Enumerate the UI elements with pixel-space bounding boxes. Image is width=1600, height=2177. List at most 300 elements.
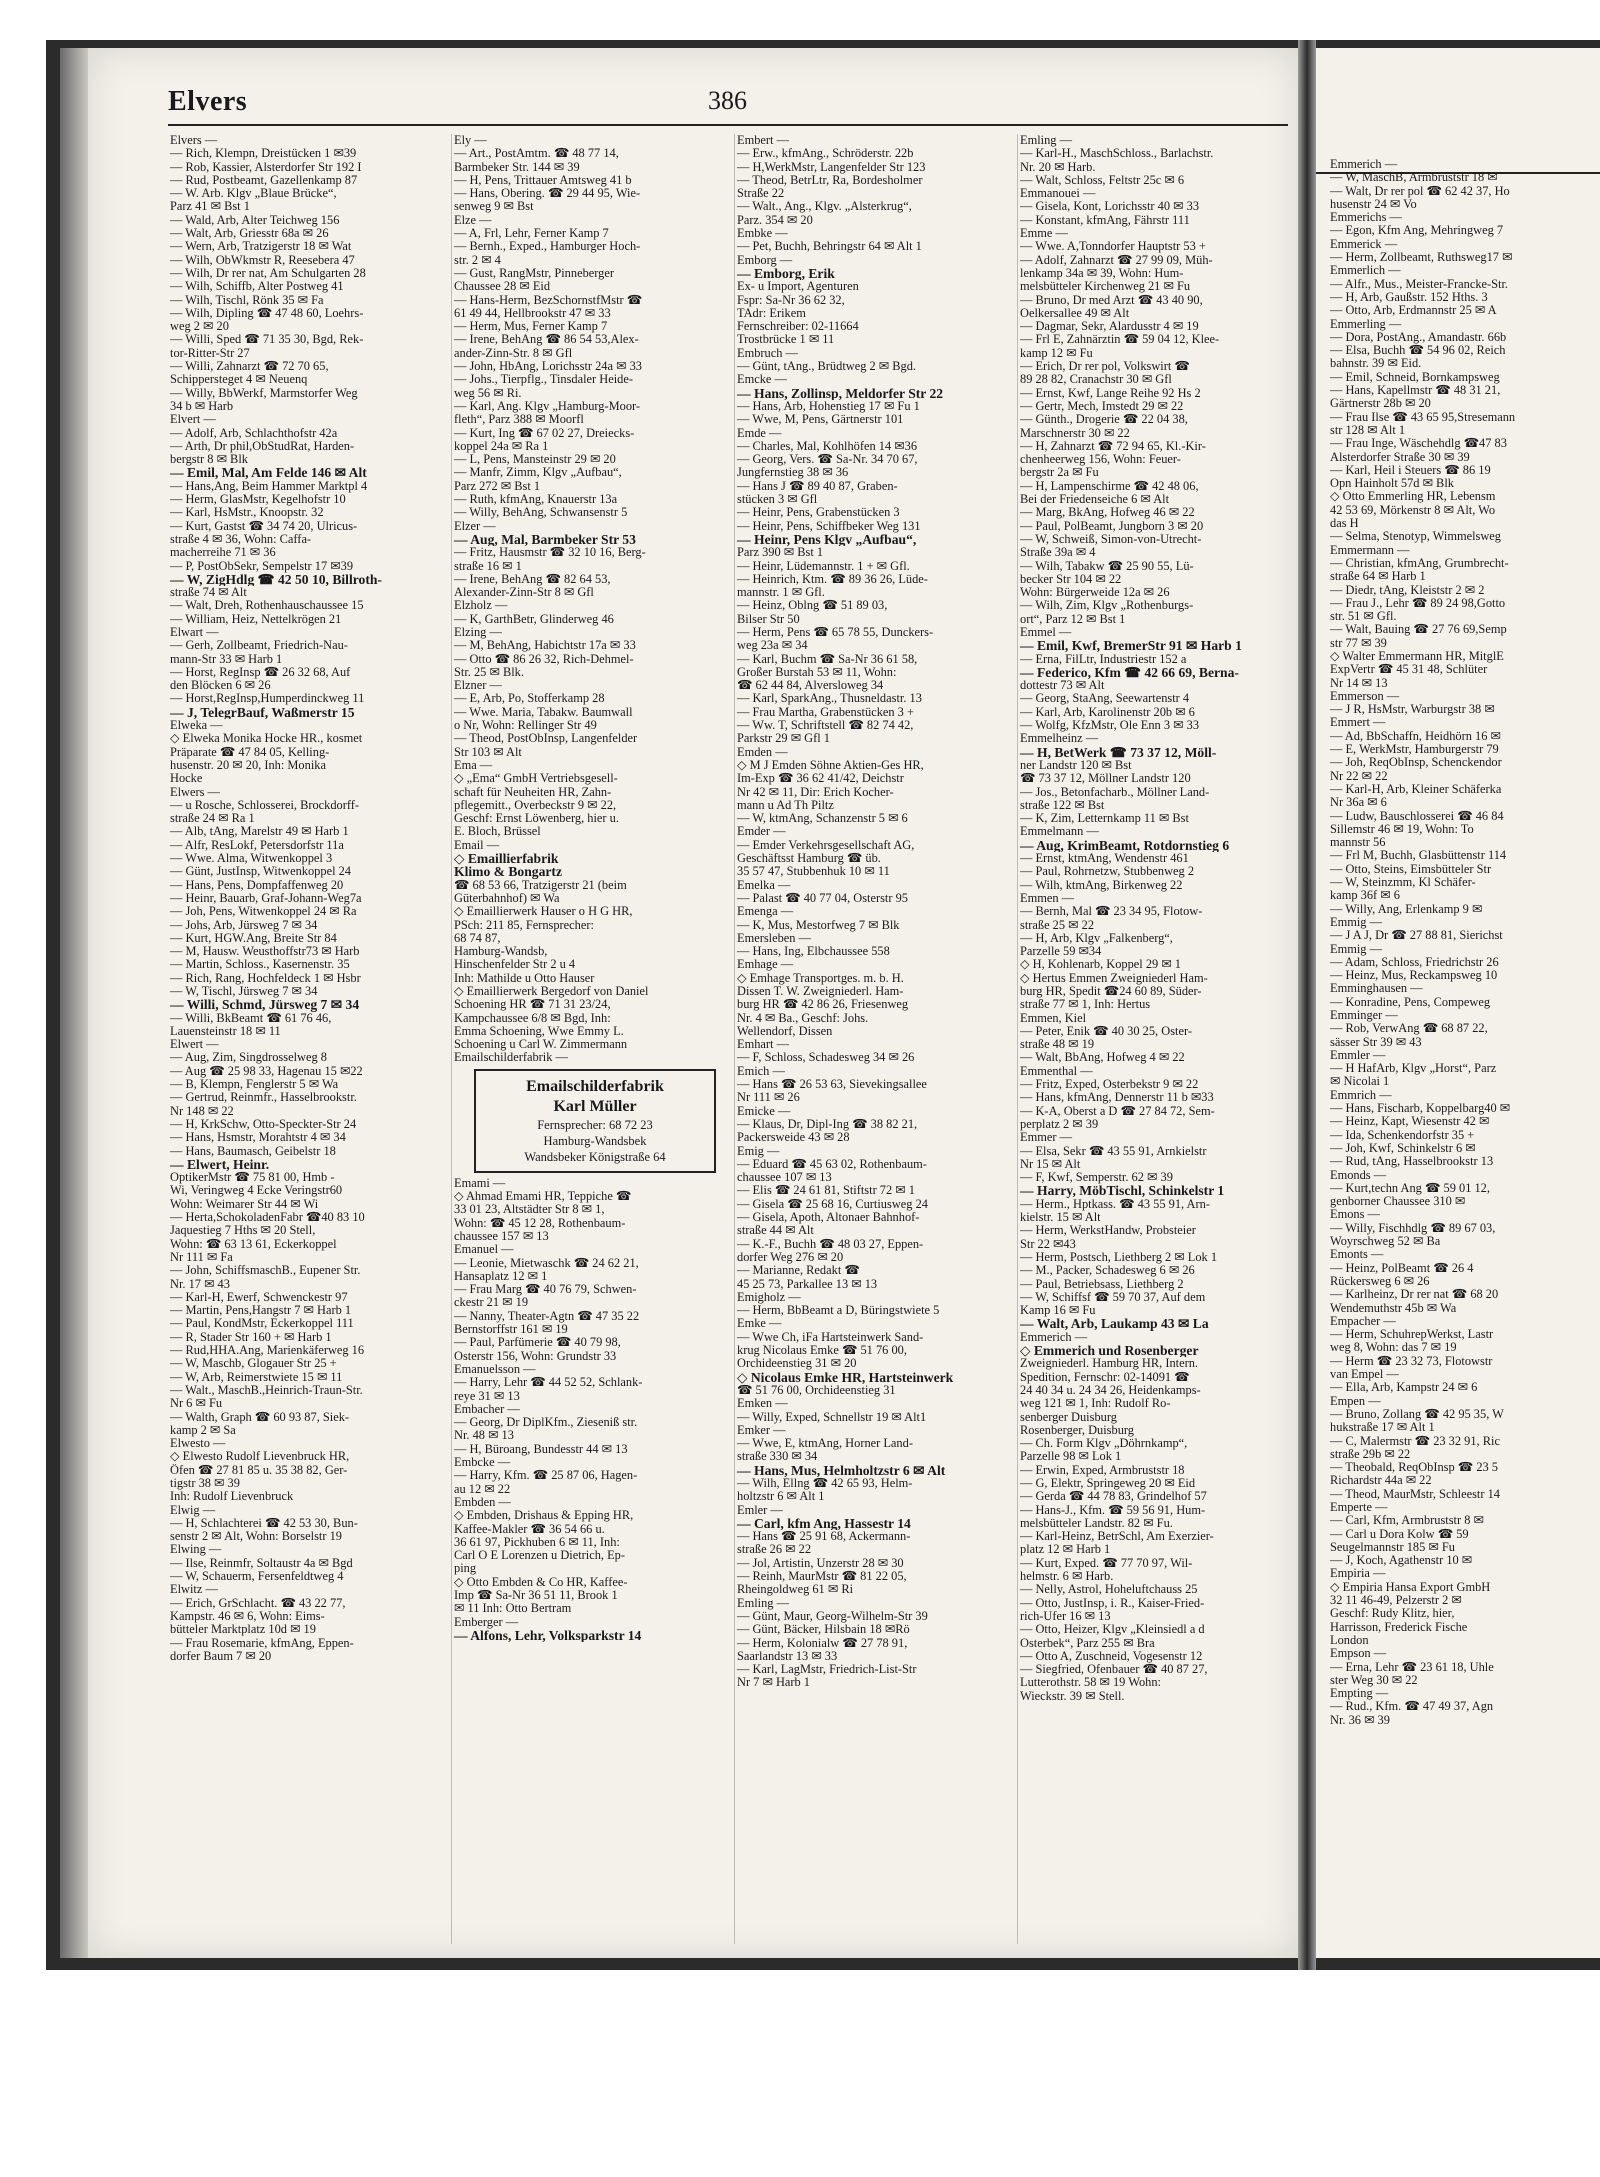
directory-entry: — Günth., Drogerie ☎ 22 04 38, (1020, 413, 1188, 427)
directory-entry: — W, ZigHdlg ☎ 42 50 10, Billroth- (170, 572, 382, 587)
directory-entry: lenkamp 34a ✉ 39, Wohn: Hum- (1020, 266, 1184, 280)
directory-entry: — Herm, Pens ☎ 65 78 55, Dunckers- (737, 625, 934, 639)
directory-entry: Emmen, Kiel (1020, 1011, 1087, 1025)
advertisement-line: Wandsbeker Königstraße 64 (524, 1149, 666, 1164)
surname-heading: Emmerson — (1330, 689, 1400, 703)
directory-entry: — L, Pens, Mansteinstr 29 ✉ 20 (454, 453, 616, 467)
directory-entry: — Gerh, Zollbeamt, Friedrich-Nau- (170, 639, 348, 653)
directory-entry: — Theod, MaurMstr, Schleestr 14 (1330, 1487, 1500, 1501)
directory-entry: ◇ Otto Embden & Co HR, Kaffee- (454, 1575, 628, 1589)
surname-heading: Elvers — (170, 134, 218, 147)
surname-heading: Empen — (1330, 1394, 1381, 1408)
directory-entry: — Marg, BkAng, Hofweg 46 ✉ 22 (1020, 506, 1195, 520)
directory-entry: — Gertrud, Reinmfr., Hasselbrookstr. (170, 1091, 357, 1105)
directory-entry: — Gisela, Kont, Lorichsstr 40 ✉ 33 (1020, 200, 1200, 214)
directory-entry: — Ww. T, Schriftstell ☎ 82 74 42, (737, 719, 914, 733)
surname-heading: Emme — (1020, 227, 1068, 241)
directory-entry: Im-Exp ☎ 36 62 41/42, Deichstr (737, 772, 904, 786)
directory-entry: — W. Arb. Klgv „Blaue Brücke“, (170, 187, 337, 201)
directory-entry: 32 11 46-49, Pelzerstr 2 ✉ (1330, 1594, 1462, 1608)
book-gutter (1298, 40, 1316, 1970)
surname-heading: Elze — (454, 213, 492, 227)
directory-entry: — Gisela ☎ 25 68 16, Curtiusweg 24 (737, 1197, 928, 1211)
directory-entry: — Theod, BetrLtr, Ra, Bordesholmer (737, 173, 923, 187)
advertisement-line: Karl Müller (553, 1097, 637, 1115)
directory-entry: — Ida, Schenkendorfstr 35 + (1330, 1128, 1475, 1142)
directory-entry: — E, Arb, Po, Stofferkamp 28 (454, 692, 605, 706)
surname-heading: Emken — (737, 1397, 788, 1411)
directory-entry: — Dora, PostAng., Amandastr. 66b (1330, 330, 1507, 344)
directory-entry: Nr 15 ✉ Alt (1020, 1157, 1081, 1171)
directory-entry: — Georg, StaAng, Seewartenstr 4 (1020, 692, 1190, 706)
directory-entry: — H HafArb, Klgv „Horst“, Parz (1330, 1062, 1497, 1076)
surname-heading: Emborg — (737, 253, 793, 267)
directory-entry: Orchideenstieg 31 ✉ 20 (737, 1357, 857, 1371)
directory-entry: ExpVertr ☎ 45 31 48, Schlüter (1330, 663, 1488, 677)
directory-entry: Nr 111 ✉ 26 (737, 1091, 800, 1105)
directory-entry: dorfer Weg 276 ✉ 20 (737, 1250, 844, 1264)
directory-entry: straße 48 ✉ 19 (1020, 1038, 1095, 1052)
directory-entry: — Walt, Arb, Griesstr 68a ✉ 26 (170, 227, 329, 241)
directory-entry: ping (454, 1562, 477, 1576)
directory-entry: Hansaplatz 12 ✉ 1 (454, 1269, 548, 1283)
directory-entry: — Joh, ReqObInsp, Schenckendor (1330, 756, 1502, 770)
surname-heading: Empting — (1330, 1687, 1389, 1701)
directory-entry: — Erich, GrSchlacht. ☎ 43 22 77, (170, 1596, 346, 1610)
directory-entry: — Herm, Postsch, Liethberg 2 ✉ Lok 1 (1020, 1250, 1218, 1264)
directory-entry: ◇ Empiria Hansa Export GmbH (1330, 1580, 1491, 1594)
directory-entry: kamp 36f ✉ 6 (1330, 889, 1400, 903)
directory-entry: Nr 6 ✉ Fu (170, 1397, 223, 1411)
directory-entry: — Bernh., Exped., Hamburger Hoch- (454, 240, 641, 254)
directory-entry: Rheingoldweg 61 ✉ Ri (737, 1583, 854, 1597)
directory-entry: — Wilh, Ellng ☎ 42 65 93, Helm- (737, 1476, 913, 1490)
directory-entry: Str. 25 ✉ Blk. (454, 665, 524, 679)
directory-entry: Bernstorffstr 161 ✉ 19 (454, 1323, 568, 1337)
directory-entry: — Gust, RangMstr, Pinneberger (454, 266, 614, 280)
directory-entry: tigstr 38 ✉ 39 (170, 1476, 240, 1490)
directory-entry: — Erna, FilLtr, Industriestr 152 a (1020, 652, 1187, 666)
directory-entry: — F, Schloss, Schadesweg 34 ✉ 26 (737, 1051, 915, 1065)
directory-entry: — Paul, KondMstr, Eckerkoppel 111 (170, 1317, 354, 1331)
surname-heading: Emmert — (1330, 716, 1386, 730)
directory-entry: — Karl, Ang. Klgv „Hamburg-Moor- (454, 399, 641, 413)
directory-entry: Packersweide 43 ✉ 28 (737, 1131, 850, 1145)
directory-entry: — Hans, Pens, Dompfaffenweg 20 (170, 878, 344, 892)
directory-entry: — Emil, Kwf, BremerStr 91 ✉ Harb 1 (1020, 639, 1242, 653)
directory-entry: — Horst,RegInsp,Humperdinckweg 11 (170, 692, 365, 706)
directory-entry: husenstr 24 ✉ Vo (1330, 197, 1417, 211)
directory-entry: Straße 22 (737, 187, 785, 201)
directory-entry: Trostbrücke 1 ✉ 11 (737, 333, 835, 347)
directory-entry: — W, Schweiß, Simon-von-Utrecht- (1020, 532, 1202, 546)
directory-entry: — Art., PostAmtm. ☎ 48 77 14, (454, 147, 619, 161)
directory-entry: — Herm, GlasMstr, Kegelhofstr 10 (170, 493, 346, 507)
directory-entry: — Günt, Bäcker, Hilsbain 18 ✉Rö (737, 1623, 910, 1637)
directory-entry: — Willi, Sped ☎ 71 35 30, Bgd, Rek- (170, 333, 364, 347)
directory-entry: — H, KrkSchw, Otto-Speckter-Str 24 (170, 1117, 357, 1131)
directory-entry: — H, Schlachterei ☎ 42 53 30, Bun- (170, 1516, 358, 1530)
directory-entry: Kamp 16 ✉ Fu (1020, 1304, 1096, 1318)
directory-entry: — Emil, Schneid, Bornkampsweg (1330, 370, 1500, 384)
directory-entry: — H, Zahnarzt ☎ 72 94 65, Kl.-Kir- (1020, 439, 1206, 453)
directory-entry: Präparate ☎ 47 84 05, Kelling- (170, 745, 330, 759)
directory-entry: — Heinz, Oblng ☎ 51 89 03, (737, 599, 888, 613)
directory-entry: ◇ Emaillierwerk Hauser o H G HR, (454, 905, 633, 919)
directory-entry: kamp 2 ✉ Sa (170, 1423, 236, 1437)
directory-entry: — Otto, Steins, Eimsbütteler Str (1330, 862, 1492, 876)
directory-entry: — Bruno, Zollang ☎ 42 95 35, W (1330, 1407, 1504, 1421)
directory-entry: — P, PostObSekr, Sempelstr 17 ✉39 (170, 559, 354, 573)
directory-entry: — Walt, BbAng, Hofweg 4 ✉ 22 (1020, 1051, 1185, 1065)
column-1 (168, 134, 440, 1944)
directory-entry: — Karl, Arb, Karolinenstr 20b ✉ 6 (1020, 705, 1195, 719)
directory-entry: holtzstr 6 ✉ Alt 1 (737, 1490, 825, 1504)
directory-entry: — Herm ☎ 23 32 73, Flotowstr (1330, 1354, 1493, 1368)
directory-entry: ◇ Otto Emmerling HR, Lebensm (1330, 490, 1496, 504)
directory-entry: Wohn: ☎ 63 13 61, Eckerkoppel (170, 1237, 337, 1251)
directory-entry: weg 8, Wohn: das 7 ✉ 19 (1330, 1341, 1457, 1355)
directory-entry: — W, Arb, Reimerstwiete 15 ✉ 11 (170, 1370, 343, 1384)
surname-heading: Emmerich — (1020, 1330, 1088, 1344)
directory-entry: — Rud,HHA.Ang, Marienkäferweg 16 (170, 1344, 365, 1358)
directory-entry: — Gisela, Apoth, Altonaer Bahnhof- (737, 1211, 920, 1225)
directory-entry: weg 2 ✉ 20 (170, 320, 229, 334)
directory-entry: — W, Steinzmm, Kl Schäfer- (1330, 876, 1476, 890)
directory-entry: ☎ 62 44 84, Alversloweg 34 (737, 679, 884, 693)
directory-entry: 42 53 69, Mörkenstr 8 ✉ Alt, Wo (1330, 503, 1496, 517)
directory-entry: 35 57 47, Stubbenhuk 10 ✉ 11 (737, 865, 890, 879)
directory-entry: — M, Hausw. Weusthoffstr73 ✉ Harb (170, 945, 360, 959)
directory-entry: — Karl-H., MaschSchloss., Barlachstr. (1020, 147, 1214, 161)
directory-entry: — Ad, BbSchaffn, Heidhörn 16 ✉ (1330, 729, 1501, 743)
directory-entry: straße 77 ✉ 1, Inh: Hertus (1020, 998, 1151, 1012)
directory-entry: — Hans, Fischarb, Koppelbarg40 ✉ (1330, 1102, 1511, 1116)
directory-entry: — Erna, Lehr ☎ 23 61 18, Uhle (1330, 1660, 1494, 1674)
surname-heading: Emenga — (737, 905, 794, 919)
directory-entry: ◇ M J Emden Söhne Aktien-Ges HR, (737, 758, 924, 772)
directory-entry: mann-Str 33 ✉ Harb 1 (170, 652, 283, 666)
directory-entry: — Karl, HsMstr., Knoopstr. 32 (170, 506, 324, 520)
surname-heading: Elweka — (170, 719, 223, 733)
directory-entry: ◇ Nicolaus Emke HR, Hartsteinwerk (737, 1370, 954, 1384)
surname-heading: Emminger — (1330, 1009, 1398, 1022)
directory-entry: — Emil, Mal, Am Felde 146 ✉ Alt (170, 466, 367, 480)
directory-entry: — Bernh, Mal ☎ 23 34 95, Flotow- (1020, 905, 1203, 919)
directory-entry: — Carl, kfm Ang, Hassestr 14 (737, 1516, 911, 1531)
directory-entry: Fspr: Sa-Nr 36 62 32, (737, 293, 845, 307)
surname-heading: Emde — (737, 426, 782, 440)
directory-entry: — Pet, Buchh, Behringstr 64 ✉ Alt 1 (737, 240, 922, 254)
directory-entry: — Heinz, Kapt, Wiesenstr 42 ✉ (1330, 1115, 1490, 1129)
directory-entry: Geschf: Ernst Löwenberg, hier u. (454, 812, 619, 826)
directory-entry: — K, GarthBetr, Glinderweg 46 (454, 612, 614, 626)
directory-entry: — Rich, Rang, Hochfeldeck 1 ✉ Hsbr (170, 971, 361, 985)
directory-entry: — Wwe Ch, iFa Hartsteinwerk Sand- (737, 1330, 924, 1344)
directory-entry: straße 330 ✉ 34 (737, 1450, 818, 1464)
directory-entry: — Willy, Fischhdlg ☎ 89 67 03, (1330, 1221, 1496, 1235)
directory-entry: Carl O E Lorenzen u Dietrich, Ep- (454, 1549, 625, 1563)
directory-entry: — Paul, Parfümerie ☎ 40 79 98, (454, 1336, 621, 1350)
directory-entry: — J A J, Dr ☎ 27 88 81, Sierichst (1330, 929, 1503, 943)
directory-entry: ✉ 11 Inh: Otto Bertram (454, 1602, 572, 1616)
directory-entry: o Nr, Wohn: Rellinger Str 49 (454, 719, 597, 733)
surname-heading: Empacher — (1330, 1314, 1396, 1328)
surname-heading: Ely — (454, 134, 487, 147)
directory-entry: Schoening HR ☎ 71 31 23/24, (454, 998, 611, 1012)
directory-entry: Inh: Mathilde u Otto Hauser (454, 971, 595, 985)
directory-entry: — Wwe. Alma, Witwenkoppel 3 (170, 852, 333, 866)
directory-entry: Geschäftsst Hamburg ☎ üb. (737, 852, 881, 866)
directory-entry: — Rud, Postbeamt, Gazellenkamp 87 (170, 173, 358, 187)
directory-entry: Hinschenfelder Str 2 u 4 (454, 958, 576, 972)
directory-entry: Straße 39a ✉ 4 (1020, 546, 1096, 560)
directory-entry: — Wwe, M, Pens, Gärtnerstr 101 (737, 413, 904, 427)
directory-entry: — Wilh, Schiffb, Alter Postweg 41 (170, 280, 344, 294)
directory-entry: ster Weg 30 ✉ 22 (1330, 1673, 1418, 1687)
directory-entry: — Willi, Schmd, Jürsweg 7 ✉ 34 (170, 998, 360, 1012)
directory-entry: — Manfr, Zimm, Klgv „Aufbau“, (454, 466, 622, 480)
directory-entry: — William, Heiz, Nettelkrögen 21 (170, 612, 342, 626)
directory-entry: — Ilse, Reinmfr, Soltaustr 4a ✉ Bgd (170, 1556, 353, 1570)
surname-heading: Emigholz — (737, 1290, 801, 1304)
directory-entry: Öfen ☎ 27 81 85 u. 35 38 82, Ger- (170, 1463, 348, 1477)
directory-entry: Wi, Veringweg 4 Ecke Veringstr60 (170, 1184, 343, 1198)
directory-entry: ckestr 21 ✉ 19 (454, 1296, 529, 1310)
directory-entry: — H, Arb, Klgv „Falkenberg“, (1020, 931, 1173, 945)
directory-entry: Nr. 48 ✉ 13 (454, 1429, 514, 1443)
directory-entry: str 77 ✉ 39 (1330, 636, 1387, 650)
directory-entry: — Hans ☎ 25 91 68, Ackermann- (737, 1530, 911, 1544)
directory-entry: Wohn: Weimarer Str 44 ✉ Wi (170, 1197, 319, 1211)
directory-entry: Str 22 ✉43 (1020, 1237, 1076, 1251)
directory-entry: — Frau Rosemarie, kfmAng, Eppen- (170, 1636, 354, 1650)
surname-heading: Email — (454, 838, 500, 852)
directory-entry: straße 44 ✉ Alt (737, 1224, 814, 1238)
page-edge (60, 48, 90, 1958)
directory-entry: — Hans, Arb, Hohenstieg 17 ✉ Fu 1 (737, 399, 920, 413)
directory-entry: bütteler Marktplatz 10d ✉ 19 (170, 1623, 316, 1637)
directory-entry: — Wern, Arb, Tratzigerstr 18 ✉ Wat (170, 240, 352, 254)
directory-entry: — Johs, Arb, Jürsweg 7 ✉ 34 (170, 918, 318, 932)
directory-entry: — Willi, BkBeamt ☎ 61 76 46, (170, 1011, 332, 1025)
directory-entry: Nr. 20 ✉ Harb. (1020, 160, 1096, 174)
directory-entry: mann u Ad Th Piltz (737, 798, 834, 812)
directory-entry: str. 51 ✉ Gfl. (1330, 610, 1397, 624)
directory-entry: Inh: Rudolf Lievenbruck (170, 1490, 294, 1504)
directory-entry: Alsterdorfer Straße 30 ✉ 39 (1330, 450, 1470, 464)
directory-entry: — Heinr, Pens, Schiffbeker Weg 131 (737, 519, 921, 533)
directory-entry: Alexander-Zinn-Str 8 ✉ Gfl (454, 586, 594, 600)
surname-heading: Embcke — (454, 1456, 511, 1470)
directory-entry: kamp 12 ✉ Fu (1020, 346, 1093, 360)
directory-entry: Harrisson, Frederick Fische (1330, 1620, 1468, 1634)
directory-entry: — Herm, Zollbeamt, Ruthsweg17 ✉ (1330, 251, 1513, 265)
directory-entry: pflegemitt., Overbeckstr 9 ✉ 22, (454, 798, 617, 812)
directory-entry: Zweigniederl. Hamburg HR, Intern. (1020, 1357, 1199, 1371)
directory-entry: — Frau Inge, Wäschehdlg ☎47 83 (1330, 437, 1507, 451)
column-3 (734, 134, 1007, 1944)
directory-entry: 68 74 87, (454, 931, 501, 945)
directory-entry: Parz 390 ✉ Bst 1 (737, 546, 824, 560)
directory-entry: — Elsa, Sekr ☎ 43 55 91, Arnkielstr (1020, 1144, 1207, 1158)
directory-entry: weg 56 ✉ Ri. (454, 386, 522, 400)
directory-entry: ◇ Hertus Emmen Zweigniederl Ham- (1020, 971, 1208, 985)
directory-entry: kielstr. 15 ✉ Alt (1020, 1211, 1101, 1225)
directory-entry: — Heinz, Mus, Reckampsweg 10 (1330, 969, 1498, 983)
directory-entry: rich-Ufer 16 ✉ 13 (1020, 1609, 1111, 1623)
surname-heading: Emailschilderfabrik — (454, 1051, 568, 1065)
directory-entry: ◇ Walter Emmermann HR, MitglE (1330, 649, 1504, 663)
directory-entry: — Willy, BehAng, Schwansenstr 5 (454, 506, 628, 520)
directory-entry: Jaquestieg 7 Hths ✉ 20 Stell, (170, 1224, 316, 1238)
directory-entry: — J R, HsMstr, Warburgstr 38 ✉ (1330, 703, 1495, 717)
surname-heading: Emmerlich — (1330, 264, 1401, 278)
surname-heading: Emmerick — (1330, 237, 1398, 251)
directory-entry: — Joh, Kwf, Schinkelstr 6 ✉ (1330, 1141, 1476, 1155)
directory-entry: — Ch. Form Klgv „Döhrnkamp“, (1020, 1437, 1188, 1451)
surname-heading: Emmelmann — (1020, 825, 1099, 839)
directory-entry: — Frau Marg ☎ 40 76 79, Schwen- (454, 1283, 637, 1297)
directory-entry: Opn Hainholt 57d ✉ Blk (1330, 477, 1454, 491)
surname-heading: Emanuelsson — (454, 1362, 536, 1376)
surname-heading: Emonds — (1330, 1168, 1387, 1182)
directory-entry: krug Nicolaus Emke ☎ 51 76 00, (737, 1344, 907, 1358)
directory-entry: Kaffee-Makler ☎ 36 54 66 u. (454, 1522, 605, 1536)
directory-entry: ◇ Elweka Monika Hocke HR., kosmet (170, 732, 363, 746)
directory-entry: burg HR, Spedit ☎24 60 89, Süder- (1020, 985, 1202, 998)
directory-entry: — Otto, JustInsp, i. R., Kaiser-Fried- (1020, 1596, 1205, 1610)
surname-heading: Elwert — (170, 1038, 219, 1052)
directory-entry: — Selma, Stenotyp, Wimmelsweg (1330, 530, 1502, 544)
directory-entry: — B, Klempn, Fenglerstr 5 ✉ Wa (170, 1078, 339, 1092)
directory-entry: — Ludw, Bauschlosserei ☎ 46 84 (1330, 809, 1504, 823)
directory-entry: Marschnerstr 30 ✉ 22 (1020, 426, 1130, 440)
directory-entry: Seugelmannstr 185 ✉ Fu (1330, 1540, 1455, 1554)
directory-entry: — Wilh, Zim, Klgv „Rothenburgs- (1020, 599, 1194, 613)
directory-entry: — K-A, Oberst a D ☎ 27 84 72, Sem- (1020, 1104, 1215, 1118)
directory-entry: ort“, Parz 12 ✉ Bst 1 (1020, 612, 1126, 626)
directory-entry: Jungfernstieg 38 ✉ 36 (737, 466, 849, 480)
directory-entry: Nr 14 ✉ 13 (1330, 676, 1388, 690)
directory-entry: — Hans ☎ 26 53 63, Sievekingsallee (737, 1078, 927, 1092)
directory-entry: — Kurt, HGW.Ang, Breite Str 84 (170, 931, 337, 945)
advertisement-line: Fernsprecher: 68 72 23 (537, 1117, 653, 1132)
directory-entry: bahnstr. 39 ✉ Eid. (1330, 357, 1422, 371)
directory-entry: — u Rosche, Schlosserei, Brockdorff- (170, 798, 360, 812)
directory-entry: ◇ Emmerich und Rosenberger (1020, 1344, 1199, 1358)
directory-entry: — Karl, Buchm ☎ Sa-Nr 36 61 58, (737, 652, 918, 666)
directory-entry: Sillemstr 46 ✉ 19, Wohn: To (1330, 822, 1474, 836)
directory-entry: Schoening u Carl W. Zimmermann (454, 1038, 628, 1052)
directory-entry: — Hans, Ing, Elbchaussee 558 (737, 945, 890, 959)
surname-heading: Emmanouei — (1020, 187, 1096, 201)
directory-entry: straße 64 ✉ Harb 1 (1330, 570, 1426, 584)
surname-heading: Emmen — (1020, 891, 1075, 905)
directory-entry: Geschf: Rudy Klitz, hier, (1330, 1607, 1455, 1621)
surname-heading: Elwers — (170, 785, 220, 799)
directory-entry: straße 74 ✉ Alt (170, 586, 247, 600)
surname-heading: Elwing — (170, 1543, 222, 1557)
directory-entry: ☎ 73 37 12, Möllner Landstr 120 (1020, 772, 1191, 786)
directory-entry: — Eduard ☎ 45 63 02, Rothenbaum- (737, 1157, 927, 1171)
directory-entry: Nr 42 ✉ 11, Dir: Erich Kocher- (737, 785, 894, 799)
surname-heading: Emden — (737, 745, 788, 759)
directory-entry: — H, Büroang, Bundesstr 44 ✉ 13 (454, 1442, 628, 1456)
directory-entry: — Herm, WerkstHandw, Probsteier (1020, 1224, 1196, 1238)
directory-entry: Lauensteinstr 18 ✉ 11 (170, 1024, 281, 1038)
directory-entry: — Wilh, Dipling ☎ 47 48 60, Loehrs- (170, 306, 364, 320)
directory-entry: — Wald, Arb, Alter Teichweg 156 (170, 213, 340, 227)
directory-entry: senberger Duisburg (1020, 1410, 1117, 1424)
directory-entry: — Hans-Herm, BezSchornstfMstr ☎ (454, 293, 643, 307)
directory-entry: 34 b ✉ Harb (170, 399, 234, 413)
directory-entry: — Elis ☎ 24 61 81, Stiftstr 72 ✉ 1 (737, 1184, 915, 1198)
directory-entry: — Harry, Kfm. ☎ 25 87 06, Hagen- (454, 1469, 638, 1483)
directory-entry: — Alb, tAng, Marelstr 49 ✉ Harb 1 (170, 825, 349, 839)
directory-entry: — Walt, Arb, Laukamp 43 ✉ La (1020, 1317, 1209, 1331)
directory-entry: — John, HbAng, Lorichsstr 24a ✉ 33 (454, 360, 642, 374)
surname-heading: Emmler — (1330, 1048, 1386, 1062)
directory-entry: — Aug, KrimBeamt, Rotdornstieg 6 (1020, 838, 1230, 853)
directory-columns (168, 134, 1290, 1944)
directory-entry: — Kurt,techn Ang ☎ 59 01 12, (1330, 1181, 1490, 1195)
directory-entry: — Walth, Graph ☎ 60 93 87, Siek- (170, 1410, 350, 1424)
directory-entry: — Hans J ☎ 89 40 87, Graben- (737, 479, 898, 493)
directory-entry: — Hans,Ang, Beim Hammer Marktpl 4 (170, 479, 368, 493)
directory-entry: mannstr. 1 ✉ Gfl. (737, 586, 825, 600)
directory-entry: — Herm, Kolonialw ☎ 27 78 91, (737, 1636, 908, 1650)
surname-heading: Emker — (737, 1423, 786, 1437)
directory-entry: — Jos., Betonfacharb., Möllner Land- (1020, 785, 1210, 799)
directory-entry: — Hans, Zollinsp, Meldorfer Str 22 (737, 386, 944, 400)
surname-heading: Elzholz — (454, 599, 508, 613)
directory-entry: ◇ Emaillierwerk Bergedorf von Daniel (454, 985, 649, 998)
directory-entry: — Emder Verkehrsgesellschaft AG, (737, 838, 915, 852)
directory-entry: husenstr. 20 ✉ 20, Inh: Monika (170, 758, 326, 772)
directory-entry: — Horst, RegInsp ☎ 26 32 68, Auf (170, 665, 351, 679)
surname-heading: Emmelheinz — (1020, 732, 1099, 746)
directory-entry: — Erwin, Exped, Armbruststr 18 (1020, 1463, 1185, 1477)
surname-heading: Elzner — (454, 679, 502, 693)
directory-entry: — Wwe. Maria, Tabakw. Baumwall (454, 705, 633, 719)
directory-entry: str 128 ✉ Alt 1 (1330, 423, 1406, 437)
surname-heading: Emersleben — (737, 931, 811, 945)
directory-entry: Spedition, Fernschr: 02-14091 ☎ (1020, 1370, 1190, 1384)
directory-entry: — Wilh, ObWkmstr R, Reesebera 47 (170, 253, 355, 267)
directory-entry: — Aug, Zim, Singdrosselweg 8 (170, 1051, 327, 1065)
surname-heading: Emmerich — (1330, 158, 1398, 171)
directory-entry: — Frl M, Buchh, Glasbüttenstr 114 (1330, 849, 1507, 863)
directory-entry: — Jol, Artistin, Unzerstr 28 ✉ 30 (737, 1556, 904, 1570)
directory-entry: — Diedr, tAng, Kleiststr 2 ✉ 2 (1330, 583, 1485, 597)
directory-entry: London (1330, 1633, 1369, 1647)
directory-entry: 89 28 82, Cranachstr 30 ✉ Gfl (1020, 373, 1172, 387)
directory-entry: ◇ Ahmad Emami HR, Teppiche ☎ (454, 1190, 632, 1204)
directory-entry: Parzelle 59 ✉34 (1020, 945, 1102, 959)
directory-entry: — Kurt, Gastst ☎ 34 74 20, Ulricus- (170, 519, 358, 533)
directory-entry: — Günt, tAng., Brüdtweg 2 ✉ Bgd. (737, 360, 917, 374)
directory-entry: — Konstant, kfmAng, Fährstr 111 (1020, 213, 1190, 227)
surname-heading: Emmrich — (1330, 1088, 1392, 1102)
surname-heading: Emcke — (737, 373, 787, 387)
directory-entry: Wendemuthstr 45b ✉ Wa (1330, 1301, 1457, 1315)
directory-entry: — H, BetWerk ☎ 73 37 12, Möll- (1020, 745, 1217, 759)
directory-entry: Str 103 ✉ Alt (454, 745, 522, 759)
directory-entry: — Karlheinz, Dr rer nat ☎ 68 20 (1330, 1288, 1499, 1302)
directory-entry: senweg 9 ✉ Bst (454, 200, 534, 214)
directory-entry: Chaussee 28 ✉ Eid (454, 280, 551, 294)
